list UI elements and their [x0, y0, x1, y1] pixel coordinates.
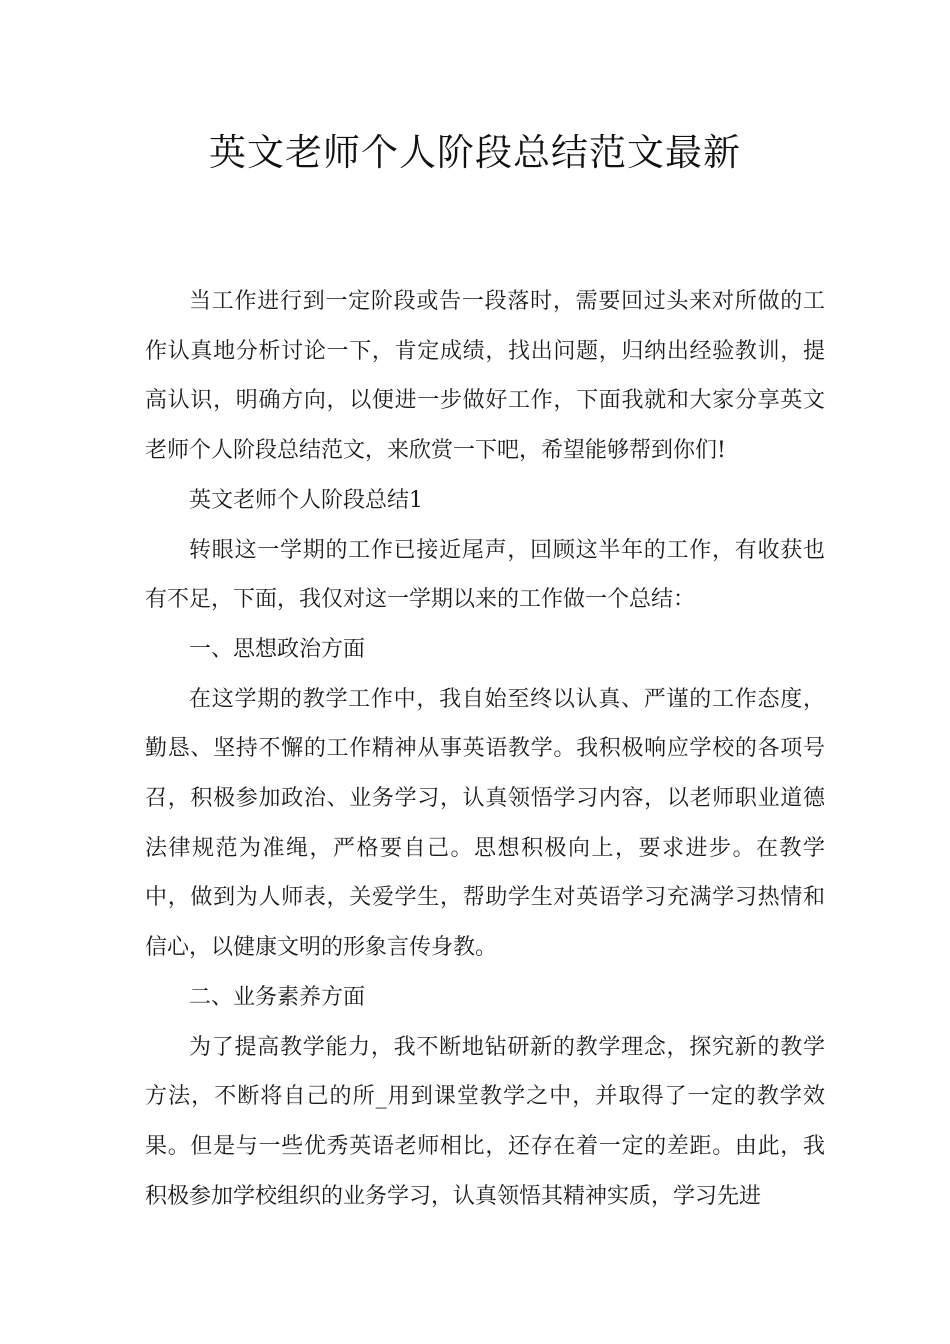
summary-opening-paragraph: 转眼这一学期的工作已接近尾声，回顾这半年的工作，有收获也有不足，下面，我仅对这一学期以来的工作做一个总结：	[145, 537, 825, 613]
document-title: 英文老师个人阶段总结范文最新	[209, 131, 741, 174]
section-heading-professional: 二、业务素养方面	[189, 984, 366, 1010]
ideology-paragraph: 在这学期的教学工作中，我自始至终以认真、严谨的工作态度，勤恳、坚持不懈的工作精神从事英语教学。我积极响应学校的各项号召，积极参加政治、业务学习，认真领悟学习内容，以老师职业道德法律规范为准绳，严格要自己。思想积极向上，要求进步。在教学中，做到为人师表，关爱学生，帮助学生对英语学习充满学习热情和信心，以健康文明的形象言传身教。	[145, 686, 825, 961]
document-body	[145, 277, 825, 1221]
intro-paragraph: 当工作进行到一定阶段或告一段落时，需要回过头来对所做的工作认真地分析讨论一下，肯定成绩，找出问题，归纳出经验教训，提高认识，明确方向，以便进一步做好工作，下面我就和大家分享英文老师个人阶段总结范文，来欣赏一下吧，希望能够帮到你们!	[145, 289, 825, 464]
section-heading-summary-1: 英文老师个人阶段总结1	[189, 487, 423, 513]
section-heading-ideology: 一、思想政治方面	[189, 636, 366, 662]
professional-paragraph: 为了提高教学能力，我不断地钻研新的教学理念，探究新的教学方法，不断将自己的所_用到课堂教学之中，并取得了一定的教学效果。但是与一些优秀英语老师相比，还存在着一定的差距。由此，我积极参加学校组织的业务学习，认真领悟其精神实质，学习先进	[145, 1034, 825, 1209]
